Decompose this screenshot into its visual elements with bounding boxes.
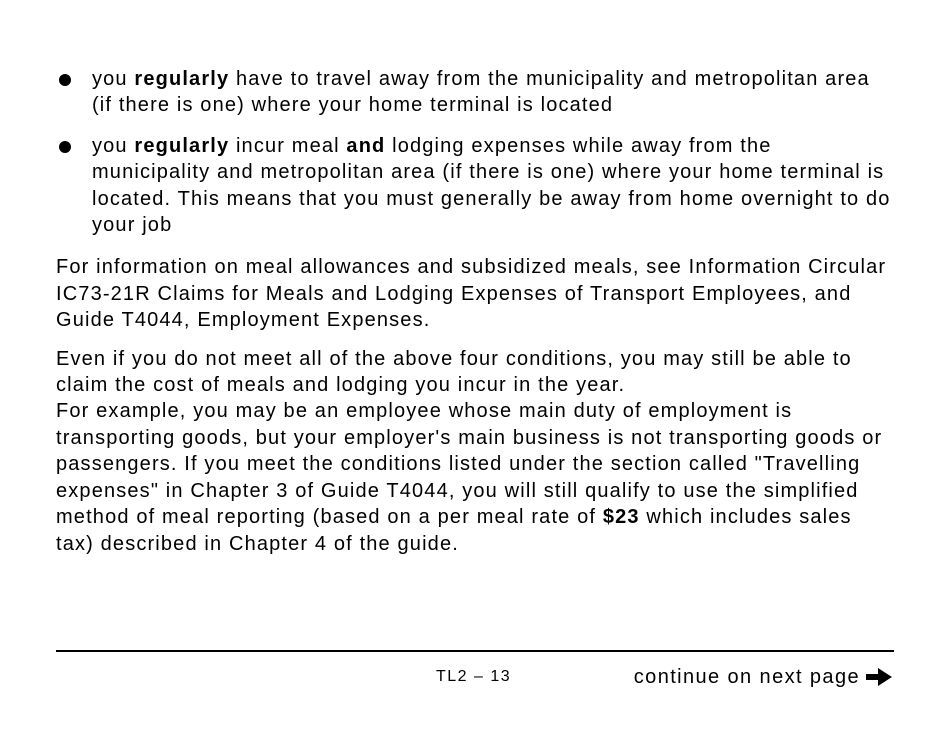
meal-rate-value: $23 bbox=[602, 506, 640, 529]
page-number: TL2 – 13 bbox=[436, 668, 512, 685]
list-item bbox=[56, 133, 894, 239]
continue-label: continue on next page bbox=[633, 665, 860, 688]
conditions-text-example: For example, you may be an employee whose main duty of employment is transporting goods, but your employer's main business is not transporting goods or passengers. If you meet the conditions listed under the section called "Travelling expenses" in Chapter 3 of Guide T4044, you will still qualify to use the simplified method of meal reporting (based on a per meal rate of bbox=[56, 400, 883, 529]
bullet-text-post: lodging expenses while away from the municipality and metropolitan area (if there is one) where your home terminal is located. This means that you must generally be away from home overnight to do your job bbox=[92, 134, 891, 237]
conditions-text-end: which includes sales tax) described in Chapter 4 of the guide. bbox=[56, 506, 852, 555]
list-item bbox=[56, 66, 894, 119]
bullet-icon bbox=[59, 74, 71, 86]
continue-link[interactable] bbox=[634, 665, 894, 689]
arrow-right-icon bbox=[864, 665, 894, 689]
bullet-text-mid: incur meal bbox=[229, 134, 347, 157]
bullet-bold-text: and bbox=[346, 134, 386, 157]
conditions-list bbox=[56, 66, 894, 238]
bullet-bold-text: regularly bbox=[134, 68, 230, 90]
bullet-text-pre: you bbox=[92, 134, 135, 157]
document-body bbox=[56, 66, 894, 569]
footer-divider bbox=[56, 650, 894, 652]
bullet-bold-text: regularly bbox=[134, 134, 230, 157]
conditions-paragraph bbox=[56, 346, 894, 557]
bullet-text-pre: you bbox=[92, 68, 135, 90]
bullet-icon bbox=[59, 141, 71, 153]
info-paragraph: For information on meal allowances and subsidized meals, see Information Circular IC73-21R Claims for Meals and Lodging Expenses of Transport Employees, and Guide T4044, Employment Expenses. bbox=[56, 256, 887, 332]
bullet-text-mid: have to travel away from the municipality and metropolitan area (if there is one) where your home terminal is located bbox=[92, 68, 870, 117]
conditions-text-intro: Even if you do not meet all of the above four conditions, you may still be able to claim the cost of meals and lodging you incur in the year. bbox=[56, 347, 852, 397]
